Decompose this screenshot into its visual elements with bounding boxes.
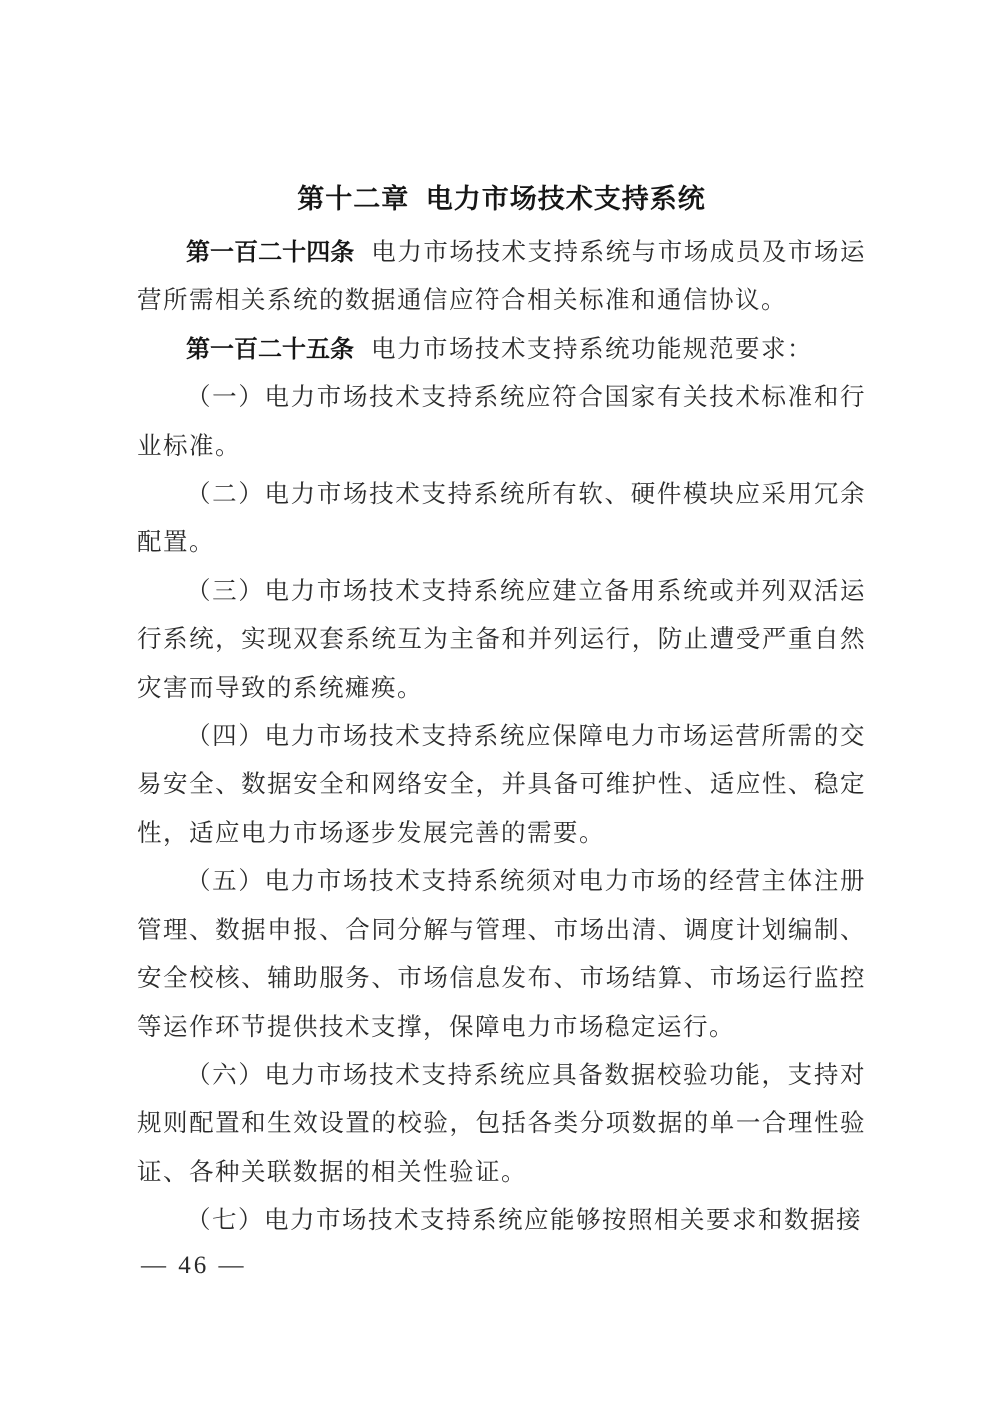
page-content (137, 182, 866, 1246)
article-125-item-7: （七）电力市场技术支持系统应能够按照相关要求和数据接 (186, 1207, 862, 1235)
article-125-item-1: （一）电力市场技术支持系统应符合国家有关技术标准和行业标准。 (137, 384, 866, 460)
article-125 (137, 326, 866, 374)
article-125-item-2: （二）电力市场技术支持系统所有软、硬件模块应采用冗余配置。 (137, 481, 866, 557)
article-125-item-4: （四）电力市场技术支持系统应保障电力市场运营所需的交易安全、数据安全和网络安全，并具备可维护性、适应性、稳定性，适应电力市场逐步发展完善的需要。 (137, 723, 866, 847)
article-125-item-3: （三）电力市场技术支持系统应建立备用系统或并列双活运行系统，实现双套系统互为主备和并列运行，防止遭受严重自然灾害而导致的系统瘫痪。 (137, 577, 866, 702)
chapter-title: 第十二章 电力市场技术支持系统 (297, 184, 706, 214)
article-124-number: 第一百二十四条 (186, 239, 355, 266)
article-124-text: 电力市场技术支持系统与市场成员及市场运营所需相关系统的数据通信应符合相关标准和通信协议。 (137, 239, 866, 315)
article-125-item-5: （五）电力市场技术支持系统须对电力市场的经营主体注册管理、数据申报、合同分解与管理、市场出清、调度计划编制、安全校核、辅助服务、市场信息发布、市场结算、市场运行监控等运作环节提供技术支撑，保障电力市场稳定运行。 (137, 868, 866, 1041)
article-125-text: 电力市场技术支持系统功能规范要求： (371, 335, 813, 363)
article-125-item-6: （六）电力市场技术支持系统应具备数据校验功能，支持对规则配置和生效设置的校验，包括各类分项数据的单一合理性验证、各种关联数据的相关性验证。 (137, 1061, 866, 1186)
page-number: — 46 — (141, 1252, 247, 1279)
article-124 (137, 229, 866, 326)
article-125-number: 第一百二十五条 (186, 335, 354, 363)
